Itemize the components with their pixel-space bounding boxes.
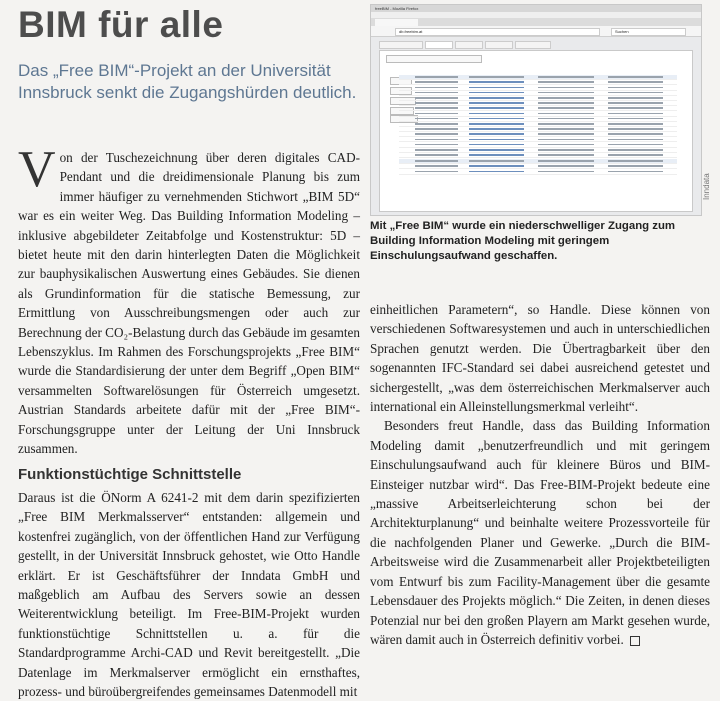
browser-tab [375,19,418,26]
end-mark-icon [630,636,640,646]
paragraph-3-text: Besonders freut Handle, dass das Building Information Modeling damit „benutzerfreundlich und mit geringem Einschulungsaufwand auch für kleinere Büros und BIM-Einsteiger nutzbar wird“. Das Free-BIM-Projekt bedeute eine „massive Arbeitserleichterung schon bei der Architekturplanung“ und beinhalte weitere Prozessvorteile für die nachfolgenden Planer und Gewerke. „Durch die BIM-Arbeitsweise wird die Zusammenarbeit aller Projektbeteiligten vom Entwurf bis zum Facility-Management über die gesamte Lebensdauer des Projekts möglich.“ Die Zeiten, in denen dieses Potenzial nur bei den großen Playern am Markt gesehen wurde, wären damit auch in Österreich definitiv vorbei. [370,418,710,647]
app-tab [379,41,423,49]
browser-tabbar [371,18,701,26]
app-tab [485,41,513,49]
paragraph-3 [370,416,710,649]
app-tab [425,41,453,49]
paragraph-2: Daraus ist die ÖNorm A 6241-2 mit dem darin spezifizierten „Free BIM Merkmalsserver“ entstanden: allgemein und kostenfrei zugänglich, von der öffentlichen Hand zur Verfügung gestellt, in der Universität Innsbruck gehostet, wie Otto Handle erklärt. Er ist Geschäftsführer der Inndata GmbH und maßgeblich am Aufbau des Servers sowie an dessen Weiterentwicklung beteiligt. Im Free-BIM-Projekt wurden funktionstüchtige Schnittstellen u. a. für die Standardprogramme Archi-CAD und Revit bereitgestellt. „Die Datenlage im Merkmalserver ermöglicht ein ernsthaftes, prozess- und büroübergreifendes gemeinsames Datenmodell mit [18,489,360,699]
photo-credit: Inndata [702,173,711,200]
window-titlebar: freeBIM - Mozilla Firefox [371,5,701,12]
figure-caption: Mit „Free BIM“ wurde ein niederschwelliger Zugang zum Building Information Modeling mit geringem Einschulungsaufwand geschaffen. [370,220,676,262]
deck: Das „Free BIM“-Projekt an der Universität Innsbruck senkt die Zugangshürden deutlich. [18,61,357,102]
figure-screenshot [370,4,702,216]
table-row [399,169,677,174]
app-tabs [379,41,551,49]
subhead: Funktionstüchtige Schnittstelle [18,465,242,483]
paragraph-2-continued: einheitlichen Parametern“, so Handle. Diese können von verschiedenen Softwaresystemen und auch in unterschiedlichen Sprachen genutzt werden. Die Übertragbarkeit über den sogenannten IFC-Standard sei dabei ausreichend getestet und sichergestellt, „was dem österreichischen Merkmalserver auch international ein Alleinstellungsmerkmal verleiht“. [370,302,710,415]
intro-text: on der Tuschezeichnung über deren digitales CAD-Pendant und die dreidimensionale Planung bis zum immer häufiger zu vernehmenden Stichwort „BIM 5D“ war es ein weiter Weg. Das Building Information Modeling – inklusive abgebildeter Zeitabfolge und Kostenstruktur: 5D – bietet heute mit den darin hinterlegten Daten die Möglichkeit zur bauphysikalischen Auswertung eines Gebäudes. Sie dienen als Grundinformation für die statische Bemessung, zur Ermittlung von Ausschreibungsmengen oder auch zur Berechnung der CO₂-Belastung durch das Gebäude im gesamten Lebenszyklus. Im Rahmen des Forschungsprojekts „Free BIM“ wurde die Standardisierung der unter dem Begriff „Open BIM“ versammelten Softwarelösungen für Österreich umgesetzt. Austrian Standards arbeitete dafür mit der „Free BIM“-Forschungsgruppe unter der Leitung der Uni Innsbruck zusammen. [18,150,360,457]
headline: BIM für alle [18,4,224,45]
tree-node [386,55,482,63]
search-field: Suchen [611,28,686,36]
attribute-table-2 [399,159,677,175]
intro-paragraph [18,141,360,459]
url-field: db.freebim.at [395,28,600,36]
app-tab [515,41,551,49]
column-left [18,141,360,701]
column-right [370,300,710,649]
attribute-table [399,75,677,163]
app-tab [455,41,483,49]
dropcap: V [18,141,56,198]
address-bar [371,26,701,37]
